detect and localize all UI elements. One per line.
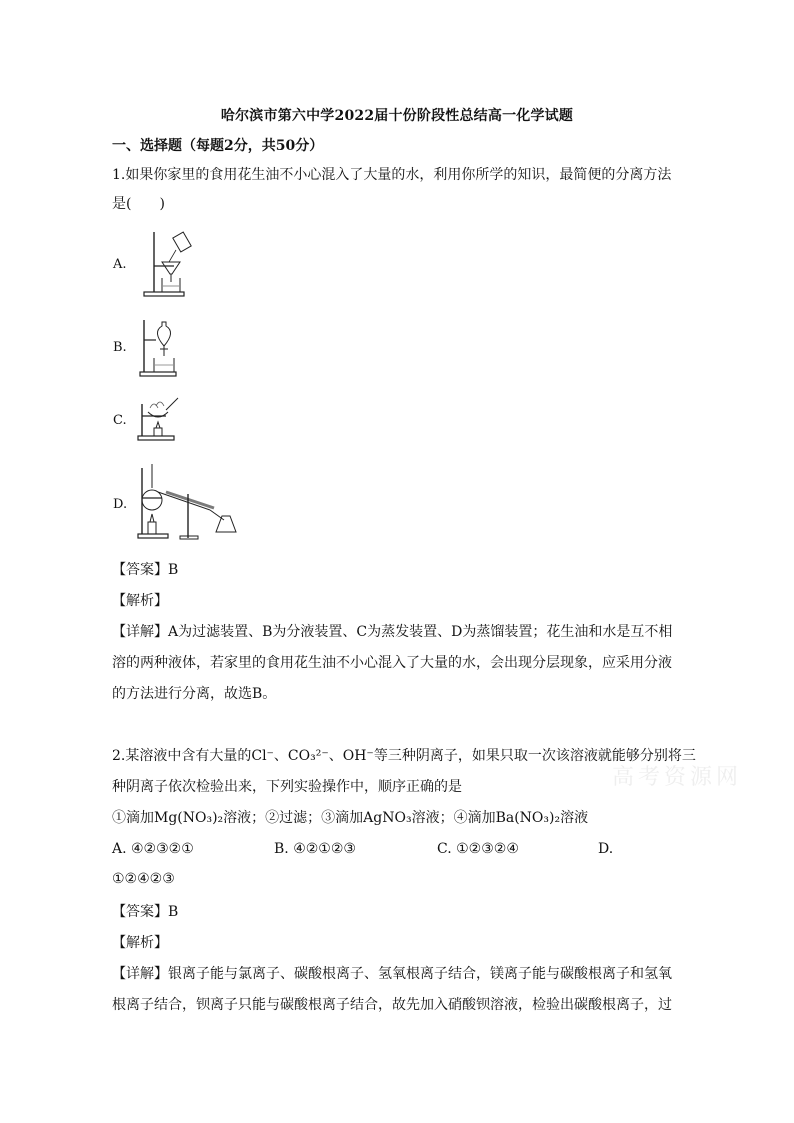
q2-choice-c: C. ①②③②④ [437, 841, 519, 857]
q2-stem-line2: 种阴离子依次检验出来，下列实验操作中，顺序正确的是 [112, 779, 462, 795]
filtration-apparatus-icon [140, 228, 196, 298]
distillation-apparatus-icon [136, 458, 244, 540]
q1-answer: 【答案】B [112, 562, 179, 578]
q1-stem-line1: 1.如果你家里的食用花生油不小心混入了大量的水，利用你所学的知识，最简便的分离方法 [112, 167, 672, 183]
q2-choice-d-continued: ①②④②③ [112, 871, 175, 887]
q1-option-a-label: A. [113, 257, 127, 272]
q1-detail-line2: 溶的两种液体，若家里的食用花生油不小心混入了大量的水，会出现分层现象，应采用分液 [112, 655, 672, 671]
separatory-funnel-icon [136, 316, 186, 378]
q1-option-d-label: D. [113, 497, 128, 512]
q2-answer: 【答案】B [112, 904, 179, 920]
q2-choice-a: A. ④②③②① [112, 841, 194, 857]
q2-detail-line1: 【详解】银离子能与氯离子、碳酸根离子、氢氧根离子结合，镁离子能与碳酸根离子和氢氧 [112, 966, 672, 982]
section-heading: 一、选择题（每题2分，共50分） [112, 138, 324, 154]
q2-analysis-label: 【解析】 [112, 935, 168, 951]
watermark: 高考资源网 [612, 765, 743, 790]
q1-detail-line3: 的方法进行分离，故选B。 [112, 686, 277, 702]
q1-detail-line1: 【详解】A为过滤装置、B为分液装置、C为蒸发装置、D为蒸馏装置；花生油和水是互不相 [112, 624, 673, 640]
evaporation-apparatus-icon [136, 394, 184, 442]
q1-option-c-label: C. [113, 413, 127, 428]
q2-steps: ①滴加Mg(NO₃)₂溶液；②过滤；③滴加AgNO₃溶液；④滴加Ba(NO₃)₂溶液 [112, 810, 589, 826]
q1-stem-line2: 是( ) [112, 196, 165, 212]
q2-choice-d: D. [598, 841, 614, 857]
q1-analysis-label: 【解析】 [112, 593, 168, 609]
q1-option-b-label: B. [113, 340, 127, 355]
exam-title: 哈尔滨市第六中学2022届十份阶段性总结高一化学试题 [220, 108, 574, 124]
q2-choice-b: B. ④②①②③ [274, 841, 356, 857]
q2-detail-line2: 根离子结合，钡离子只能与碳酸根离子结合，故先加入硝酸钡溶液，检验出碳酸根离子，过 [112, 997, 672, 1013]
q2-stem-line1: 2.某溶液中含有大量的Cl⁻、CO₃²⁻、OH⁻等三种阴离子，如果只取一次该溶液就能够分别将三 [112, 748, 696, 764]
